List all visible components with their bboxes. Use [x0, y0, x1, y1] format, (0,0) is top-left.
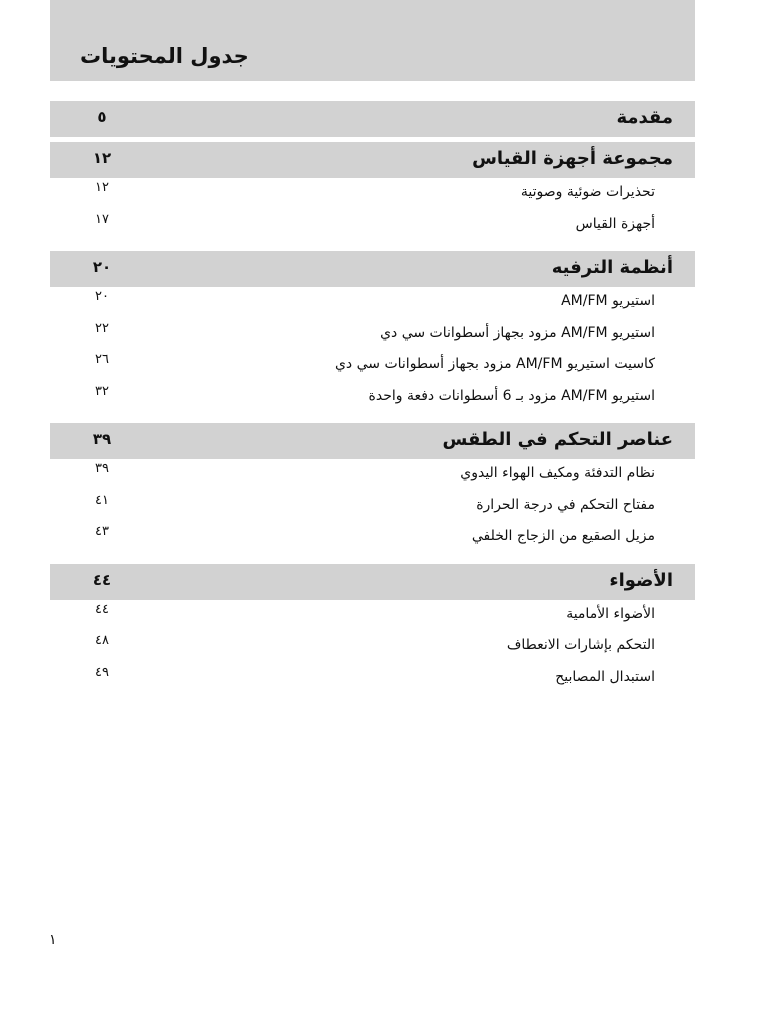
toc-entry-row[interactable]	[50, 320, 695, 352]
toc-subsection-list	[50, 288, 695, 414]
toc-entry-row[interactable]	[50, 523, 695, 555]
toc-entry-title: كاسيت استيريو AM/FM مزود بجهاز أسطوانات سي دي	[334, 356, 655, 372]
toc-entry-page-number: ٤٩	[95, 664, 109, 680]
toc-section-row[interactable]	[50, 251, 695, 287]
toc-entry-page-number: ٣٢	[95, 383, 109, 399]
toc-entry-title: نظام التدفئة ومكيف الهواء اليدوي	[460, 465, 655, 481]
toc-entry-page-number: ٤١	[95, 492, 109, 508]
toc-section-title: مقدمة	[616, 107, 673, 128]
toc-entry-title: الأضواء الأمامية	[566, 605, 655, 622]
toc-entry-row[interactable]	[50, 383, 695, 415]
toc-entry-page-number: ٢٠	[95, 289, 109, 304]
toc-entry-page-number: ٤٣	[95, 524, 109, 539]
toc-entry-title: مزيل الصقيع من الزجاج الخلفي	[471, 528, 655, 544]
toc-entry-row[interactable]	[50, 632, 695, 664]
footer-page-number: ١	[49, 932, 57, 948]
toc-entry-row[interactable]	[50, 179, 695, 211]
toc-entry-title: تحذيرات ضوئية وصوتية	[520, 184, 655, 200]
toc-subsection-list	[50, 179, 695, 242]
toc-section-page-number: ١٢	[92, 149, 112, 167]
toc-section-page-number: ٣٩	[92, 430, 112, 448]
toc-entry-title: مفتاح التحكم في درجة الحرارة	[476, 496, 655, 513]
toc-entry-row[interactable]	[50, 664, 695, 696]
toc-section-title: الأضواء	[609, 569, 673, 591]
toc-section-page-number: ٤٤	[92, 570, 112, 589]
toc-section-title: عناصر التحكم في الطقس	[442, 429, 673, 450]
table-of-contents	[50, 101, 695, 704]
toc-subsection-list	[50, 601, 695, 696]
toc-entry-page-number: ٢٢	[95, 320, 109, 336]
toc-section-title: مجموعة أجهزة القياس	[472, 148, 673, 169]
toc-entry-page-number: ٤٤	[95, 601, 109, 617]
toc-entry-row[interactable]	[50, 211, 695, 243]
toc-entry-title: استيريو AM/FM مزود بـ 6 أسطوانات دفعة واحدة	[368, 387, 655, 404]
toc-entry-title: التحكم بإشارات الانعطاف	[506, 637, 655, 653]
toc-entry-row[interactable]	[50, 460, 695, 492]
toc-section-row[interactable]	[50, 564, 695, 600]
header-band	[50, 0, 695, 81]
toc-section-row[interactable]	[50, 423, 695, 459]
toc-entry-title: استبدال المصابيح	[555, 668, 655, 685]
toc-entry-page-number: ٤٨	[95, 633, 109, 648]
toc-entry-row[interactable]	[50, 288, 695, 320]
toc-section-title: أنظمة الترفيه	[551, 257, 673, 278]
toc-section-row[interactable]	[50, 101, 695, 137]
toc-entry-page-number: ١٢	[95, 180, 109, 195]
toc-entry-title: استيريو AM/FM	[561, 293, 655, 309]
page-title: جدول المحتويات	[80, 44, 249, 68]
toc-section-page-number: ٥	[97, 108, 107, 126]
toc-entry-page-number: ٣٩	[95, 461, 109, 476]
toc-entry-row[interactable]	[50, 351, 695, 383]
toc-section-page-number: ٢٠	[92, 258, 112, 276]
toc-entry-page-number: ١٧	[95, 211, 109, 227]
toc-entry-title: أجهزة القياس	[575, 215, 655, 232]
toc-section-row[interactable]	[50, 142, 695, 178]
toc-entry-page-number: ٢٦	[95, 352, 109, 367]
toc-entry-row[interactable]	[50, 492, 695, 524]
toc-subsection-list	[50, 460, 695, 555]
toc-entry-row[interactable]	[50, 601, 695, 633]
toc-entry-title: استيريو AM/FM مزود بجهاز أسطوانات سي دي	[380, 324, 655, 341]
